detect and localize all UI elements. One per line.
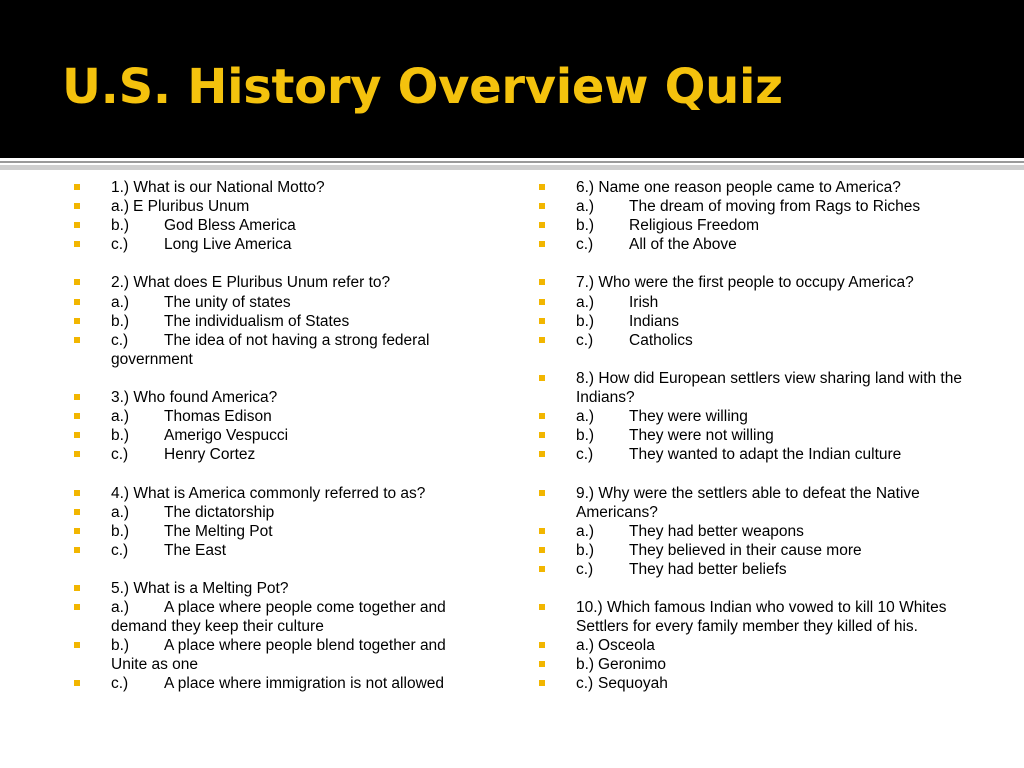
option-text: They believed in their cause more — [629, 541, 862, 559]
option-text: The idea of not having a strong federal government — [111, 331, 430, 368]
option-label: a.) — [111, 293, 130, 311]
bullet-icon — [539, 432, 545, 438]
bullet-icon — [539, 547, 545, 553]
bullet-icon — [74, 299, 80, 305]
option-text: Long Live America — [164, 236, 292, 254]
bullet-icon — [74, 585, 80, 591]
bullet-icon — [74, 547, 80, 553]
bullet-icon — [539, 337, 545, 343]
bullet-icon — [539, 203, 545, 209]
option-text: Indians — [629, 312, 679, 330]
option-label: a.) — [111, 503, 130, 521]
option-label: b.) — [576, 541, 595, 559]
answer-option — [74, 522, 484, 541]
question-item — [539, 178, 964, 197]
option-text: A place where immigration is not allowed — [164, 675, 444, 693]
bullet-icon — [74, 394, 80, 400]
option-label: a.) — [576, 408, 595, 426]
answer-option — [74, 235, 484, 254]
answer-option — [74, 293, 484, 312]
answer-option — [539, 331, 964, 350]
option-label: b.) — [111, 522, 130, 540]
bullet-icon — [74, 318, 80, 324]
option-text: E Pluribus Unum — [133, 198, 250, 216]
slide-title: U.S. History Overview Quiz — [62, 59, 783, 115]
option-text: They were willing — [629, 408, 748, 426]
option-text: Osceola — [598, 637, 655, 655]
bullet-icon — [539, 490, 545, 496]
bullet-icon — [74, 413, 80, 419]
bullet-icon — [74, 222, 80, 228]
bullet-icon — [539, 413, 545, 419]
question-item — [539, 369, 964, 407]
bullet-icon — [539, 566, 545, 572]
bullet-icon — [539, 680, 545, 686]
question-text: 9.) Why were the settlers able to defeat the Native Americans? — [576, 484, 920, 521]
title-bar — [0, 0, 1024, 158]
answer-option — [539, 407, 964, 426]
bullet-icon — [74, 604, 80, 610]
option-text: They had better beliefs — [629, 560, 787, 578]
bullet-icon — [74, 241, 80, 247]
option-label: a.) — [576, 637, 595, 655]
bullet-icon — [74, 451, 80, 457]
bullet-icon — [539, 642, 545, 648]
answer-option — [74, 216, 484, 235]
answer-option — [74, 331, 484, 369]
answer-option — [74, 636, 484, 674]
answer-option — [539, 293, 964, 312]
option-text: God Bless America — [164, 217, 296, 235]
option-text: A place where people come together and demand they keep their culture — [111, 599, 446, 636]
bullet-icon — [539, 222, 545, 228]
option-text: The Melting Pot — [164, 522, 273, 540]
question-text: 6.) Name one reason people came to America? — [576, 179, 901, 196]
option-label: b.) — [576, 312, 595, 330]
option-text: All of the Above — [629, 236, 737, 254]
answer-option — [74, 312, 484, 331]
option-text: The dream of moving from Rags to Riches — [629, 198, 921, 216]
question-text: 1.) What is our National Motto? — [111, 179, 325, 196]
option-text: They were not willing — [629, 427, 774, 445]
question-item — [539, 484, 964, 522]
option-label: c.) — [576, 446, 594, 464]
divider-line-thin — [0, 161, 1024, 163]
question-text: 4.) What is America commonly referred to as? — [111, 484, 426, 502]
question-item — [74, 579, 484, 598]
bullet-icon — [539, 451, 545, 457]
option-label: a.) — [576, 293, 595, 311]
bullet-icon — [74, 337, 80, 343]
option-text: Irish — [629, 293, 659, 311]
answer-option — [74, 197, 484, 216]
question-item — [74, 273, 484, 292]
option-text: Religious Freedom — [629, 217, 760, 235]
question-text: 10.) Which famous Indian who vowed to kill 10 Whites Settlers for every family member they killed of his. — [576, 599, 947, 636]
answer-option — [74, 445, 484, 464]
question-text: 3.) Who found America? — [111, 389, 278, 407]
bullet-icon — [74, 203, 80, 209]
option-label: c.) — [111, 236, 129, 254]
bullet-icon — [74, 279, 80, 285]
answer-option — [539, 541, 964, 560]
option-text: The unity of states — [164, 293, 291, 311]
option-text: Catholics — [629, 331, 693, 349]
option-text: They had better weapons — [629, 522, 804, 540]
option-text: The East — [164, 541, 227, 559]
option-label: c.) — [111, 446, 129, 464]
bullet-icon — [539, 299, 545, 305]
answer-option — [74, 674, 484, 693]
bullet-icon — [74, 184, 80, 190]
question-text: 5.) What is a Melting Pot? — [111, 579, 289, 597]
question-item — [74, 388, 484, 407]
answer-option — [539, 636, 964, 655]
option-label: b.) — [576, 656, 595, 674]
question-item — [74, 484, 484, 503]
option-text: The dictatorship — [164, 503, 275, 521]
left-question-column — [74, 178, 484, 694]
option-label: c.) — [576, 236, 594, 254]
answer-option — [539, 655, 964, 674]
option-label: b.) — [111, 427, 130, 445]
bullet-icon — [539, 184, 545, 190]
option-label: b.) — [111, 217, 130, 235]
bullet-icon — [539, 241, 545, 247]
option-text: Sequoyah — [598, 675, 668, 693]
option-label: b.) — [111, 637, 130, 655]
option-text: Thomas Edison — [164, 408, 272, 426]
answer-option — [74, 541, 484, 560]
option-text: The individualism of States — [164, 312, 350, 330]
option-label: c.) — [576, 675, 594, 693]
answer-option — [74, 598, 484, 636]
question-text: 8.) How did European settlers view sharing land with the Indians? — [576, 369, 962, 407]
bullet-icon — [74, 509, 80, 515]
bullet-icon — [74, 432, 80, 438]
option-text: A place where people blend together and Unite as one — [111, 637, 446, 674]
bullet-icon — [539, 661, 545, 667]
answer-option — [539, 235, 964, 254]
answer-option — [74, 407, 484, 426]
option-label: a.) — [576, 522, 595, 540]
option-text: Geronimo — [598, 656, 667, 674]
question-item — [74, 178, 484, 197]
option-label: a.) — [111, 408, 130, 426]
option-label: c.) — [111, 675, 129, 693]
bullet-icon — [539, 375, 545, 381]
answer-option — [74, 426, 484, 445]
option-label: c.) — [111, 541, 129, 559]
question-item — [539, 273, 964, 292]
option-label: c.) — [111, 331, 129, 349]
bullet-icon — [539, 279, 545, 285]
bullet-icon — [539, 604, 545, 610]
answer-option — [74, 503, 484, 522]
bullet-icon — [74, 528, 80, 534]
answer-option — [539, 674, 964, 693]
bullet-icon — [539, 318, 545, 324]
option-label: b.) — [576, 217, 595, 235]
option-label: a.) — [111, 599, 130, 617]
question-item — [539, 598, 964, 636]
answer-option — [539, 560, 964, 579]
answer-option — [539, 445, 964, 464]
question-text: 2.) What does E Pluribus Unum refer to? — [111, 274, 391, 292]
answer-option — [539, 197, 964, 216]
option-text: Henry Cortez — [164, 446, 256, 464]
bullet-icon — [74, 680, 80, 686]
answer-option — [539, 216, 964, 235]
option-label: c.) — [576, 331, 594, 349]
bullet-icon — [74, 642, 80, 648]
option-label: a.) — [576, 198, 595, 216]
bullet-icon — [539, 528, 545, 534]
right-question-column — [539, 178, 964, 694]
answer-option — [539, 312, 964, 331]
option-label: c.) — [576, 560, 594, 578]
option-label: b.) — [111, 312, 130, 330]
divider-line-thick — [0, 165, 1024, 170]
option-text: They wanted to adapt the Indian culture — [629, 446, 902, 464]
answer-option — [539, 522, 964, 541]
option-label: b.) — [576, 427, 595, 445]
question-text: 7.) Who were the first people to occupy America? — [576, 274, 914, 292]
option-label: a.) — [111, 198, 130, 216]
answer-option — [539, 426, 964, 445]
option-text: Amerigo Vespucci — [164, 427, 289, 445]
bullet-icon — [74, 490, 80, 496]
